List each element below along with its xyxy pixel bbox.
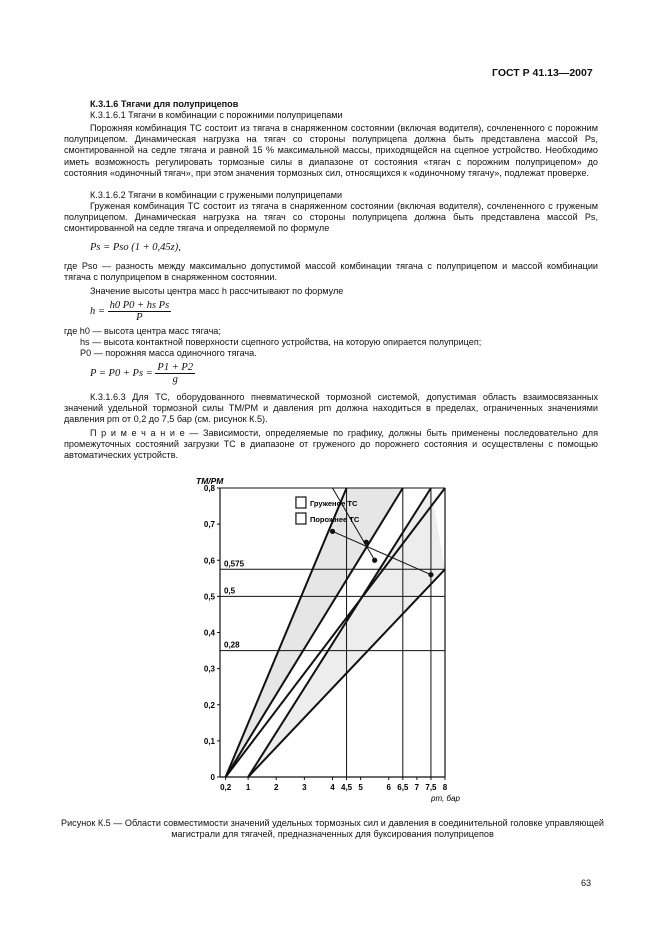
x-tick-label-7: 6 <box>386 783 391 792</box>
x-tick-label-11: 8 <box>442 783 448 792</box>
y-tick-label-8: 0,8 <box>203 484 215 493</box>
x-tick-label-6: 5 <box>358 783 363 792</box>
subsection-1-title: К.3.1.6.1 Тягачи в комбинации с порожними полуприцепами <box>90 110 343 120</box>
figure-caption: Рисунок К.5 — Области совместимости значений удельных тормозных сил и давления в соединительной головке управляющей магистрали для тягачей, предназначенных для буксирования полуприцепов <box>61 818 604 840</box>
section-title: К.3.1.6 Тягачи для полуприцепов <box>90 99 239 109</box>
h-intro: Значение высоты центра масс h рассчитывают по формуле <box>90 286 344 296</box>
formula-p <box>90 362 195 385</box>
x-axis-label: pm, бар <box>431 794 460 803</box>
y-tick-label-4: 0,4 <box>203 628 215 638</box>
document-header: ГОСТ Р 41.13—2007 <box>492 67 593 79</box>
data-point-3 <box>428 572 433 577</box>
formula-ps: Ps = Pso (1 + 0,45z), <box>90 242 181 253</box>
x-tick-label-1: 1 <box>245 783 251 792</box>
y-axis-label: TM/PM <box>196 476 224 486</box>
y-tick-label-2: 0,2 <box>203 700 215 710</box>
where-pso: где Pso — разность между максимально допустимой массой комбинации тягача с полуприцепом и массой комбинации тягача с полуприцепом в снаряженном состоянии. <box>64 261 598 283</box>
formula-p-denominator: g <box>172 374 178 385</box>
formula-p-numerator: P1 + P2 <box>157 362 194 373</box>
formula-h-numerator: h0 P0 + hs Ps <box>109 300 170 311</box>
where-hs: hs — высота контактной поверхности сцепного устройства, на которую опирается полуприцеп; <box>80 337 482 347</box>
x-tick-label-4: 4 <box>330 783 335 792</box>
x-tick-label-5: 4,5 <box>341 783 353 792</box>
x-tick-label-2: 2 <box>274 783 279 792</box>
subsection-2-title: К.3.1.6.2 Тягачи в комбинации с гружеными полуприцепами <box>90 190 343 200</box>
legend-label-0: Груженое ТС <box>309 499 358 508</box>
subsection-2-text: Груженая комбинация ТС состоит из тягача в снаряженном состоянии (включая водителя), сочлененного с груженым полуприцепом. Динамическая нагрузка на тягач со стороны полуприцепа должна быть представлена массой Ps, смонтированной на седле тягача и определяемой по формуле <box>64 201 598 234</box>
y-tick-label-0: 0 <box>210 773 215 782</box>
reference-label-0: 0,575 <box>224 559 245 569</box>
y-tick-label-1: 0,1 <box>203 736 215 746</box>
formula-h-lhs: h = <box>90 305 105 317</box>
legend-label-1: Порожнее ТС <box>309 515 360 524</box>
data-point-1 <box>364 540 369 545</box>
x-tick-label-10: 7,5 <box>425 783 437 792</box>
y-tick-label-6: 0,6 <box>203 556 215 566</box>
data-point-2 <box>372 558 377 563</box>
legend-box-0 <box>296 497 306 508</box>
formula-h <box>90 300 171 323</box>
page-number: 63 <box>581 878 592 888</box>
formula-p-fraction <box>155 362 195 385</box>
legend-box-1 <box>296 513 306 524</box>
data-point-0 <box>330 529 335 534</box>
formula-h-fraction <box>108 300 172 323</box>
x-tick-label-0: 0,2 <box>220 783 232 792</box>
x-tick-label-8: 6,5 <box>397 783 409 792</box>
where-p0: P0 — порожняя масса одиночного тягача. <box>80 348 257 358</box>
x-tick-label-9: 7 <box>414 783 420 792</box>
where-h0: где h0 — высота центра масс тягача; <box>64 326 221 336</box>
reference-label-1: 0,5 <box>224 586 236 596</box>
y-tick-label-5: 0,5 <box>203 592 215 602</box>
subsection-3-text: К.3.1.6.3 Для ТС, оборудованного пневматической тормозной системой, допустимая область взаимосвязанных значений удельной тормозной силы TM/PM и давления pm должна находиться в пределах, ограниченных значениями давления pm от 0,2 до 7,5 бар (см. рисунок К.5). <box>64 392 598 425</box>
y-tick-label-7: 0,7 <box>203 520 215 530</box>
formula-h-denominator: P <box>136 312 143 323</box>
x-tick-label-3: 3 <box>302 783 307 792</box>
reference-label-2: 0,28 <box>224 640 240 650</box>
y-tick-label-3: 0,3 <box>203 664 215 674</box>
formula-p-lhs: P = P0 + Ps = <box>90 367 153 379</box>
note: П р и м е ч а н и е — Зависимости, определяемые по графику, должны быть применены последовательно для промежуточных состояний загрузки ТС в диапазоне от груженого до порожнего состояния и осуществлены с помощью автоматических устройств. <box>64 428 598 461</box>
subsection-1-text: Порожняя комбинация ТС состоит из тягача в снаряженном состоянии (включая водителя), сочлененного с порожним полуприцепом. Динамическая нагрузка на тягач со стороны полуприцепа должна быть представлена массой Ps, смонтированной на седле тягача и равной 15 % максимальной массы, приходящейся на сцепное устройство. Необходимо иметь возможность регулировать тормозные силы в диапазоне от состояния «тягач с порожним полуприцепом» до состояния «одиночный тягач», при этом значения тормозных сил, относящихся к «одиночному тягачу», подлежат проверке. <box>64 123 598 178</box>
figure-k5-chart <box>180 470 480 810</box>
